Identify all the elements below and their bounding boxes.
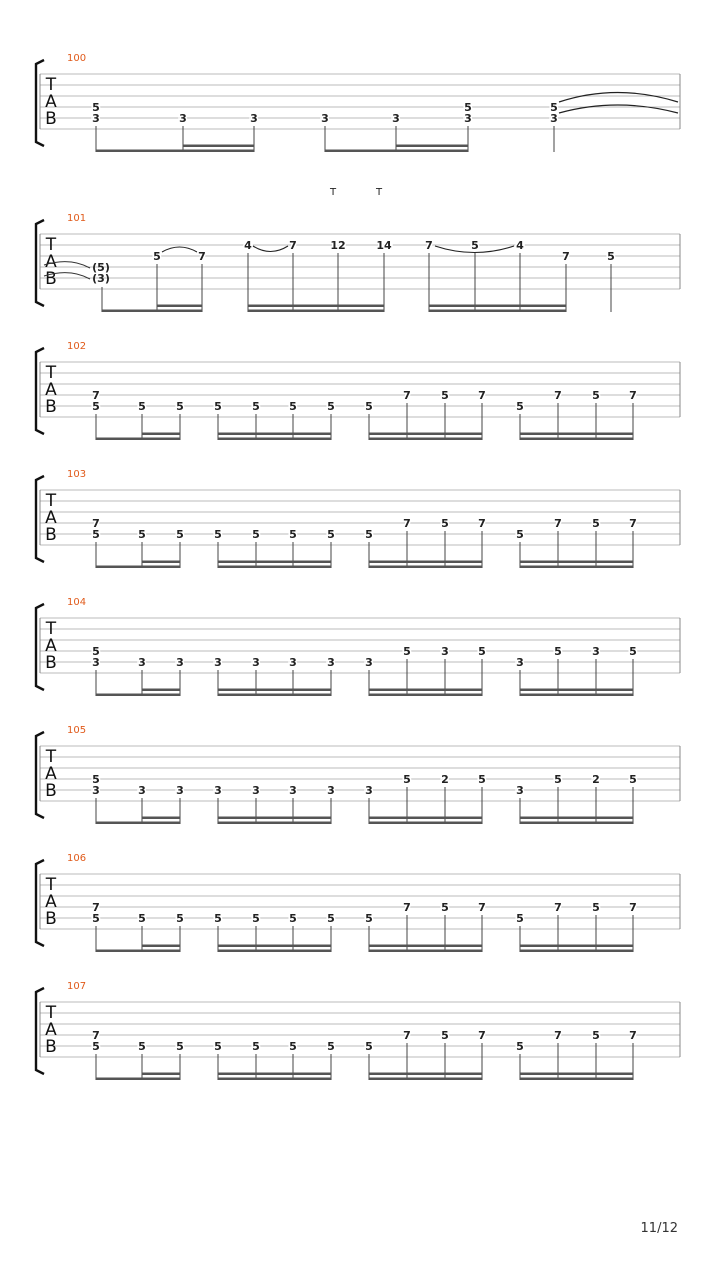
- fret-number: 5: [327, 528, 335, 541]
- beam-secondary: [142, 1073, 180, 1076]
- measure-number: 106: [67, 853, 87, 864]
- beam-secondary: [369, 817, 482, 820]
- tab-clef-letter: A: [45, 892, 57, 912]
- fret-number: 7: [403, 901, 411, 914]
- fret-number: 3: [252, 656, 260, 669]
- measure-number: 103: [67, 469, 87, 480]
- fret-number: 7: [289, 239, 297, 252]
- tab-system: [36, 981, 680, 1080]
- fret-number: 5: [214, 912, 222, 925]
- beam-secondary: [369, 689, 482, 692]
- fret-number: 5: [176, 912, 184, 925]
- fret-number: 3: [179, 112, 187, 125]
- fret-number: 5: [252, 528, 260, 541]
- fret-number: 5: [92, 1040, 100, 1053]
- fret-number: 3: [289, 784, 297, 797]
- measure-number: 105: [67, 725, 87, 736]
- beam-primary: [520, 438, 633, 441]
- tab-system: [36, 725, 680, 824]
- fret-number: 12: [330, 239, 346, 252]
- fret-number: 7: [629, 389, 637, 402]
- fret-number: 5: [471, 239, 479, 252]
- beam-secondary: [520, 689, 633, 692]
- fret-number: 3: [327, 656, 335, 669]
- fret-number: 7: [554, 901, 562, 914]
- fret-number: 5: [550, 101, 558, 114]
- fret-number: 3: [289, 656, 297, 669]
- fret-number: 5: [289, 912, 297, 925]
- tab-clef-letter: B: [45, 909, 57, 929]
- fret-number: 5: [629, 773, 637, 786]
- fret-number: 5: [403, 645, 411, 658]
- beam-secondary: [369, 561, 482, 564]
- tie-arc: [162, 247, 197, 252]
- beam-secondary: [157, 305, 202, 308]
- beam-secondary: [218, 433, 331, 436]
- fret-number: 5: [176, 528, 184, 541]
- tab-clef-letter: B: [45, 397, 57, 417]
- fret-number: 5: [214, 400, 222, 413]
- beam-secondary: [218, 561, 331, 564]
- beam-primary: [218, 438, 331, 441]
- fret-number: 7: [92, 389, 100, 402]
- fret-number: 3: [516, 656, 524, 669]
- fret-number: 7: [403, 389, 411, 402]
- beam-primary: [96, 694, 180, 697]
- fret-number: 5: [176, 1040, 184, 1053]
- fret-number: 4: [516, 239, 524, 252]
- beam-primary: [96, 1078, 180, 1081]
- measure-number: 101: [67, 213, 87, 224]
- beam-primary: [218, 950, 331, 953]
- measure-number: 102: [67, 341, 87, 352]
- fret-number: 3: [392, 112, 400, 125]
- fret-number: 5: [441, 1029, 449, 1042]
- fret-number: 3: [92, 112, 100, 125]
- fret-number: 5: [214, 1040, 222, 1053]
- fret-number: 7: [403, 1029, 411, 1042]
- fret-number: 5: [365, 912, 373, 925]
- fret-number-tied: (3): [92, 272, 110, 285]
- fret-number: 3: [365, 656, 373, 669]
- beam-primary: [325, 150, 468, 153]
- tab-system: [36, 853, 680, 952]
- fret-number: 3: [214, 656, 222, 669]
- fret-number: 5: [138, 912, 146, 925]
- measure-number: 104: [67, 597, 87, 608]
- fret-number: 3: [176, 656, 184, 669]
- beam-primary: [218, 694, 331, 697]
- tab-system: [36, 53, 680, 152]
- fret-number: 5: [441, 389, 449, 402]
- tab-clef-letter: A: [45, 380, 57, 400]
- fret-number: 5: [327, 400, 335, 413]
- fret-number: 5: [138, 400, 146, 413]
- tab-clef-letter: T: [45, 619, 57, 639]
- fret-number: 5: [365, 400, 373, 413]
- tab-system: [36, 469, 680, 568]
- fret-number: 3: [250, 112, 258, 125]
- fret-number: 5: [92, 101, 100, 114]
- fret-number: 5: [138, 528, 146, 541]
- fret-number: 5: [92, 400, 100, 413]
- beam-primary: [218, 566, 331, 569]
- measure-number: 100: [67, 53, 87, 64]
- fret-number: 4: [244, 239, 252, 252]
- beam-primary: [218, 822, 331, 825]
- beam-primary: [369, 694, 482, 697]
- beam-primary: [520, 566, 633, 569]
- fret-number-tied: (5): [92, 261, 110, 274]
- fret-number: 5: [252, 400, 260, 413]
- tab-system: [36, 597, 680, 696]
- beam-primary: [429, 310, 566, 313]
- fret-number: 14: [376, 239, 392, 252]
- fret-number: 7: [198, 250, 206, 263]
- fret-number: 2: [441, 773, 449, 786]
- beam-primary: [369, 438, 482, 441]
- tab-clef-letter: A: [45, 1020, 57, 1040]
- fret-number: 3: [464, 112, 472, 125]
- beam-secondary: [142, 817, 180, 820]
- tab-clef-letter: A: [45, 764, 57, 784]
- fret-number: 7: [478, 389, 486, 402]
- fret-number: 7: [92, 901, 100, 914]
- beam-secondary: [429, 305, 566, 308]
- beam-secondary: [248, 305, 384, 308]
- beam-secondary: [369, 433, 482, 436]
- beam-primary: [96, 950, 180, 953]
- fret-number: 7: [554, 389, 562, 402]
- tab-clef-letter: A: [45, 92, 57, 112]
- beam-secondary: [369, 945, 482, 948]
- fret-number: 7: [629, 517, 637, 530]
- beam-secondary: [520, 1073, 633, 1076]
- tab-clef-letter: B: [45, 109, 57, 129]
- fret-number: 3: [92, 656, 100, 669]
- fret-number: 3: [321, 112, 329, 125]
- tie-arc: [559, 105, 678, 113]
- fret-number: 5: [516, 400, 524, 413]
- fret-number: 5: [138, 1040, 146, 1053]
- tab-clef-letter: A: [45, 508, 57, 528]
- tab-clef-letter: T: [45, 1003, 57, 1023]
- tab-clef-letter: A: [45, 636, 57, 656]
- tab-clef-letter: T: [45, 875, 57, 895]
- fret-number: 3: [327, 784, 335, 797]
- measure-number: 107: [67, 981, 87, 992]
- beam-secondary: [218, 945, 331, 948]
- beam-secondary: [142, 689, 180, 692]
- beam-primary: [369, 1078, 482, 1081]
- fret-number: 7: [629, 901, 637, 914]
- fret-number: 5: [516, 912, 524, 925]
- fret-number: 7: [629, 1029, 637, 1042]
- beam-secondary: [520, 433, 633, 436]
- fret-number: 5: [554, 645, 562, 658]
- fret-number: 7: [403, 517, 411, 530]
- beam-secondary: [396, 145, 468, 148]
- fret-number: 5: [607, 250, 615, 263]
- fret-number: 7: [554, 1029, 562, 1042]
- fret-number: 5: [252, 1040, 260, 1053]
- fret-number: 5: [478, 773, 486, 786]
- fret-number: 5: [592, 901, 600, 914]
- beam-secondary: [218, 1073, 331, 1076]
- fret-number: 5: [365, 1040, 373, 1053]
- technique-mark: T: [375, 187, 383, 198]
- page-number: 11/12: [640, 1221, 678, 1236]
- tab-clef-letter: T: [45, 491, 57, 511]
- fret-number: 5: [365, 528, 373, 541]
- tie-arc: [253, 246, 288, 252]
- beam-secondary: [218, 817, 331, 820]
- fret-number: 3: [252, 784, 260, 797]
- fret-number: 5: [441, 901, 449, 914]
- fret-number: 3: [550, 112, 558, 125]
- fret-number: 3: [516, 784, 524, 797]
- fret-number: 3: [138, 656, 146, 669]
- fret-number: 5: [403, 773, 411, 786]
- tab-clef-letter: T: [45, 747, 57, 767]
- fret-number: 5: [92, 912, 100, 925]
- fret-number: 7: [554, 517, 562, 530]
- fret-number: 7: [562, 250, 570, 263]
- fret-number: 5: [252, 912, 260, 925]
- beam-primary: [369, 822, 482, 825]
- fret-number: 7: [92, 517, 100, 530]
- beam-secondary: [142, 433, 180, 436]
- tab-system: [36, 187, 680, 312]
- tab-clef-letter: B: [45, 653, 57, 673]
- beam-primary: [218, 1078, 331, 1081]
- fret-number: 5: [327, 1040, 335, 1053]
- beam-secondary: [218, 689, 331, 692]
- tab-clef-letter: B: [45, 781, 57, 801]
- fret-number: 5: [516, 1040, 524, 1053]
- fret-number: 5: [92, 528, 100, 541]
- tab-clef-letter: B: [45, 525, 57, 545]
- beam-secondary: [369, 1073, 482, 1076]
- fret-number: 3: [92, 784, 100, 797]
- technique-mark: T: [329, 187, 337, 198]
- fret-number: 5: [289, 400, 297, 413]
- beam-secondary: [183, 145, 254, 148]
- fret-number: 3: [138, 784, 146, 797]
- fret-number: 3: [592, 645, 600, 658]
- beam-primary: [520, 1078, 633, 1081]
- beam-primary: [520, 950, 633, 953]
- fret-number: 7: [478, 901, 486, 914]
- fret-number: 7: [425, 239, 433, 252]
- tab-clef-letter: B: [45, 269, 57, 289]
- fret-number: 2: [592, 773, 600, 786]
- beam-secondary: [520, 945, 633, 948]
- fret-number: 5: [92, 645, 100, 658]
- beam-primary: [96, 822, 180, 825]
- fret-number: 5: [214, 528, 222, 541]
- fret-number: 5: [92, 773, 100, 786]
- tab-clef-letter: T: [45, 235, 57, 255]
- tab-clef-letter: T: [45, 363, 57, 383]
- beam-primary: [102, 310, 202, 313]
- fret-number: 7: [478, 1029, 486, 1042]
- fret-number: 5: [592, 517, 600, 530]
- tab-system: [36, 341, 680, 440]
- fret-number: 3: [176, 784, 184, 797]
- fret-number: 7: [478, 517, 486, 530]
- fret-number: 5: [554, 773, 562, 786]
- beam-primary: [520, 694, 633, 697]
- fret-number: 3: [441, 645, 449, 658]
- beam-primary: [96, 438, 180, 441]
- fret-number: 7: [92, 1029, 100, 1042]
- beam-primary: [96, 150, 254, 153]
- fret-number: 5: [478, 645, 486, 658]
- fret-number: 5: [153, 250, 161, 263]
- beam-secondary: [142, 561, 180, 564]
- fret-number: 5: [464, 101, 472, 114]
- fret-number: 5: [289, 528, 297, 541]
- beam-secondary: [142, 945, 180, 948]
- fret-number: 5: [516, 528, 524, 541]
- beam-primary: [520, 822, 633, 825]
- tab-clef-letter: A: [45, 252, 57, 272]
- fret-number: 5: [592, 389, 600, 402]
- fret-number: 5: [441, 517, 449, 530]
- beam-primary: [248, 310, 384, 313]
- beam-primary: [369, 566, 482, 569]
- fret-number: 5: [327, 912, 335, 925]
- beam-secondary: [520, 817, 633, 820]
- beam-primary: [96, 566, 180, 569]
- fret-number: 5: [289, 1040, 297, 1053]
- beam-secondary: [520, 561, 633, 564]
- fret-number: 5: [176, 400, 184, 413]
- beam-primary: [369, 950, 482, 953]
- fret-number: 5: [629, 645, 637, 658]
- tie-arc: [559, 93, 678, 103]
- tab-clef-letter: B: [45, 1037, 57, 1057]
- tab-clef-letter: T: [45, 75, 57, 95]
- fret-number: 3: [214, 784, 222, 797]
- fret-number: 3: [365, 784, 373, 797]
- fret-number: 5: [592, 1029, 600, 1042]
